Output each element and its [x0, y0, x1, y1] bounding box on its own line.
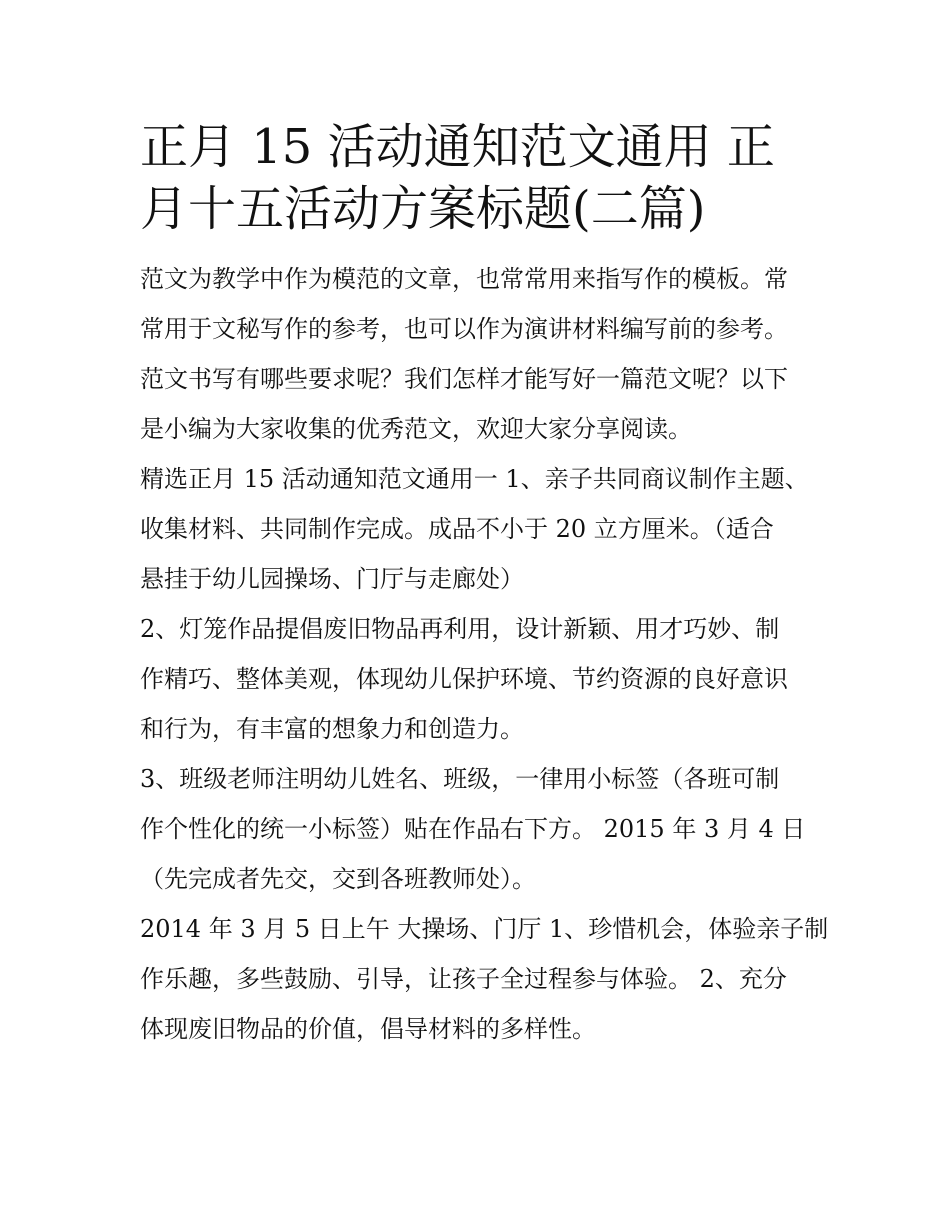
paragraph-line: 作个性化的统一小标签）贴在作品右下方。 2015 年 3 月 4 日 [140, 815, 806, 843]
paragraph-line: 3、班级老师注明幼儿姓名、班级，一律用小标签（各班可制 [140, 765, 780, 793]
paragraph-line: 是小编为大家收集的优秀范文，欢迎大家分享阅读。 [140, 415, 692, 443]
document-content [140, 116, 829, 1054]
paragraph-line: 体现废旧物品的价值，倡导材料的多样性。 [140, 1015, 596, 1043]
paragraph-intro [140, 254, 820, 454]
paragraph-item-3 [140, 754, 820, 904]
paragraph-line: 悬挂于幼儿园操场、门厅与走廊处） [140, 565, 524, 593]
paragraph-line: 2014 年 3 月 5 日上午 大操场、门厅 1、珍惜机会，体验亲子制 [140, 915, 829, 943]
paragraph-line: 收集材料、共同制作完成。成品不小于 20 立方厘米。（适合 [140, 515, 774, 543]
paragraph-schedule [140, 904, 829, 1054]
paragraph-item-1 [140, 454, 820, 604]
paragraph-line: 作精巧、整体美观，体现幼儿保护环境、节约资源的良好意识 [140, 665, 788, 693]
paragraph-line: 精选正月 15 活动通知范文通用一 1、亲子共同商议制作主题、 [140, 465, 809, 493]
paragraph-line: 范文为教学中作为模范的文章，也常常用来指写作的模板。常 [140, 265, 788, 293]
paragraph-line: 作乐趣，多些鼓励、引导，让孩子全过程参与体验。 2、充分 [140, 965, 787, 993]
paragraph-line: （先完成者先交，交到各班教师处）。 [140, 865, 536, 893]
title-line-2: 月十五活动方案标题(二篇) [140, 181, 706, 237]
paragraph-item-2 [140, 604, 820, 754]
paragraph-line: 2、灯笼作品提倡废旧物品再利用，设计新颖、用才巧妙、制 [140, 615, 780, 643]
paragraph-line: 常用于文秘写作的参考，也可以作为演讲材料编写前的参考。 [140, 315, 788, 343]
document-title [140, 116, 820, 240]
paragraph-line: 范文书写有哪些要求呢？我们怎样才能写好一篇范文呢？以下 [140, 365, 788, 393]
document-body [140, 254, 829, 1054]
title-line-1: 正月 15 活动通知范文通用 正 [140, 119, 775, 175]
paragraph-line: 和行为，有丰富的想象力和创造力。 [140, 715, 524, 743]
